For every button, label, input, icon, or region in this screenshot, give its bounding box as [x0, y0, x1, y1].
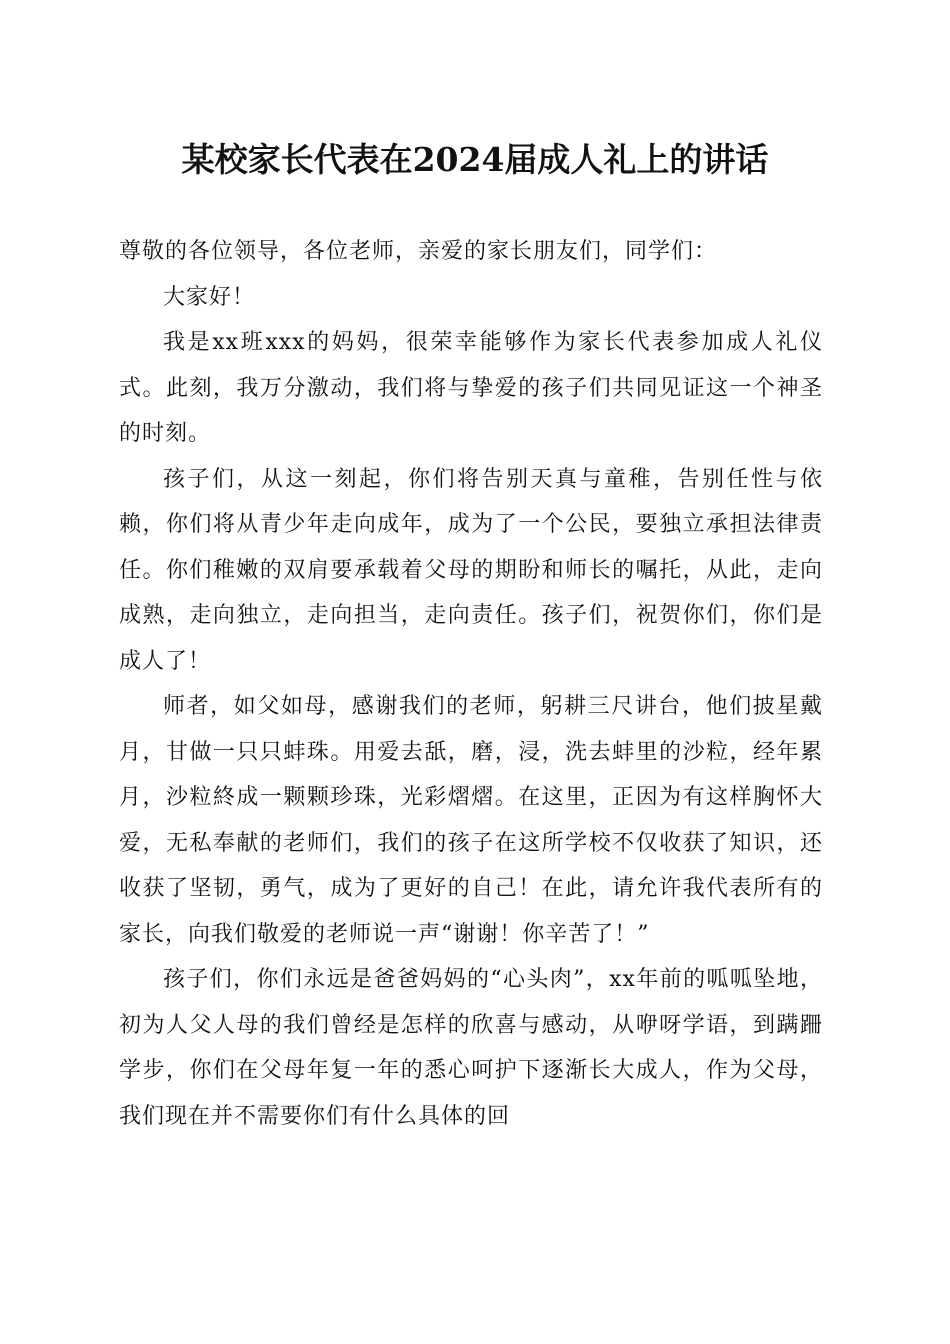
paragraph-introduction: 我是xx班xxx的妈妈，很荣幸能够作为家长代表参加成人礼仪式。此刻，我万分激动，我们将与挚爱的孩子们共同见证这一个神圣的时刻。 — [119, 330, 823, 446]
document-title: 某校家长代表在2024届成人礼上的讲话 — [181, 140, 769, 179]
paragraph-greeting: 大家好！ — [163, 284, 256, 310]
paragraph-to-children: 孩子们，从这一刻起，你们将告别天真与童稚，告别任性与依赖，你们将从青少年走向成年，成为了一个公民，要独立承担法律责任。你们稚嫩的双肩要承载着父母的期盼和师长的嘱托，从此，走向成熟，走向独立，走向担当，走向责任。孩子们，祝贺你们，你们是成人了！ — [119, 466, 823, 674]
document-body — [119, 229, 823, 1139]
paragraph-parents-love: 孩子们，你们永远是爸爸妈妈的“心头肉”，xx年前的呱呱坠地，初为人父人母的我们曾经是怎样的欣喜与感动，从咿呀学语，到蹒跚学步，你们在父母年复一年的悉心呵护下逐渐长大成人，作为父母，我们现在并不需要你们有什么具体的回 — [119, 967, 823, 1129]
salutation: 尊敬的各位领导，各位老师，亲爱的家长朋友们，同学们： — [119, 239, 718, 264]
paragraph-thanks-teachers: 师者，如父如母，感谢我们的老师，躬耕三尺讲台，他们披星戴月，甘做一只只蚌珠。用爱去舐，磨，浸，洗去蚌里的沙粒，经年累月，沙粒終成一颗颗珍珠，光彩熠熠。在这里，正因为有这样胸怀大爱，无私奉献的老师们，我们的孩子在这所学校不仅收获了知识，还收获了坚韧，勇气，成为了更好的自己！在此，请允许我代表所有的家长，向我们敬爱的老师说一声“谢谢！你辛苦了！” — [119, 694, 823, 947]
